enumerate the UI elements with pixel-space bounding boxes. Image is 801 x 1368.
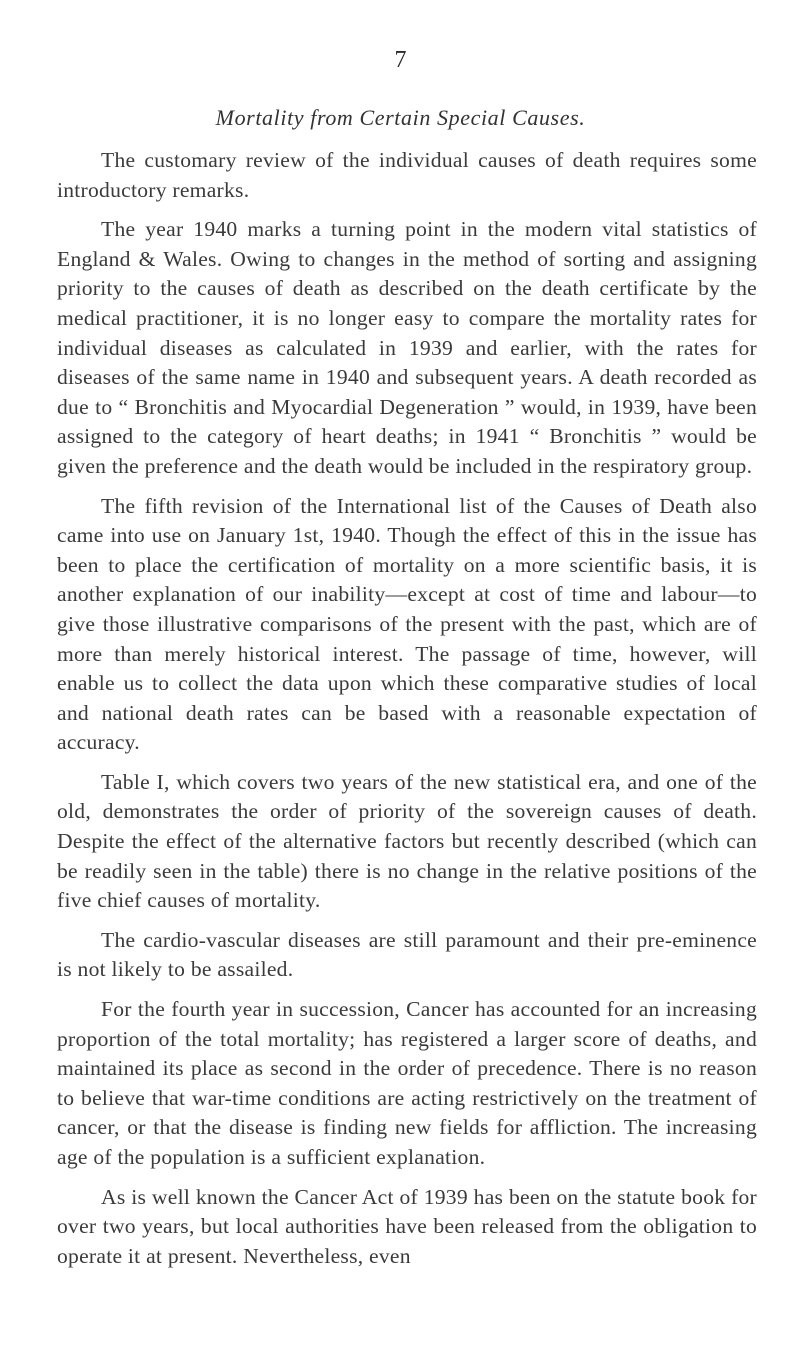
paragraph-cancer-act: As is well known the Cancer Act of 1939 has been on the statute book for over two years, but local authorities have been released from the obligation to operate it at present. Nevertheless, even [57, 1184, 757, 1268]
paragraph-1940-turning-point: The year 1940 marks a turning point in the modern vital statistics of England & Wales. Owing to changes in the method of sorting and assigning priority to the causes of death as described on the death certificate by the medical practitioner, it is no longer easy to compare the mortality rates for individual diseases as calculated in 1939 and earlier, with the rates for diseases of the same name in 1940 and subsequent years. A death recorded as due to “ Bronchitis and Myocardial Degeneration ” would, in 1939, have been assigned to the category of heart deaths; in 1941 “ Bronchitis ” would be given the preference and the death would be included in the respiratory group. [57, 217, 757, 478]
body-text [57, 146, 757, 1281]
paragraph-introduction: The customary review of the individual causes of death requires some introductory remarks. [57, 148, 757, 202]
paragraph-fifth-revision: The fifth revision of the International list of the Causes of Death also came into use on January 1st, 1940. Though the effect of this in the issue has been to place the certification of mortality on a more scientific basis, it is another explanation of our inability—except at cost of time and labour—to give those illustrative comparisons of the present with the past, which are of more than merely historical interest. The passage of time, however, will enable us to collect the data upon which these comparative studies of local and national death rates can be based with a reasonable expectation of accuracy. [57, 493, 757, 755]
section-heading: Mortality from Certain Special Causes. [215, 105, 586, 130]
paragraph-table-one: Table I, which covers two years of the new statistical era, and one of the old, demonstrates the order of priority of the sovereign causes of death. Despite the effect of the alternative factors but recently described (which can be readily seen in the table) there is no change in the relative positions of the five chief causes of mortality. [57, 769, 757, 913]
paragraph-cancer: For the fourth year in succession, Cancer has accounted for an increasing proportion of the total mortality; has registered a larger score of deaths, and maintained its place as second in the order of precedence. There is no reason to believe that war-time conditions are acting restrictively on the treatment of cancer, or that the disease is finding new fields for affliction. The increasing age of the population is a sufficient explanation. [57, 997, 757, 1169]
paragraph-cardio-vascular: The cardio-vascular diseases are still paramount and their pre-eminence is not likely to be assailed. [57, 927, 757, 982]
page-number: 7 [394, 47, 407, 73]
